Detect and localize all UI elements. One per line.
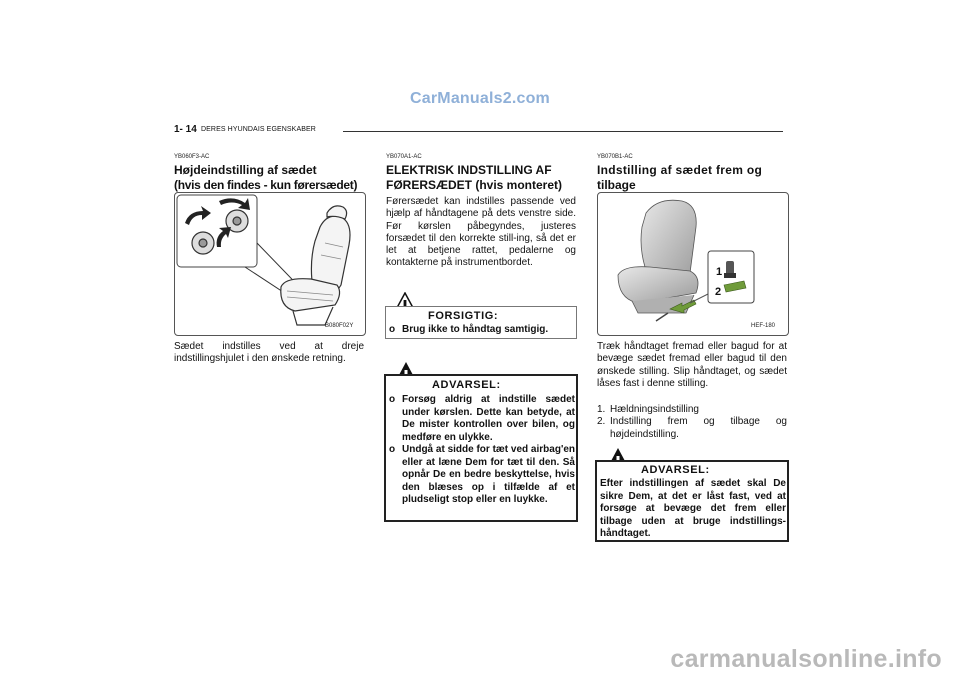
warning-text: Efter indstillingen af sædet skal De sikre Dem, at det er låst fast, ved at forsøge at bevæge det frem eller tilbage uden at bruge indstillings-håndtaget. xyxy=(600,478,786,539)
caution-title: FORSIGTIG: xyxy=(428,310,499,322)
heading-line: (hvis den findes - kun førersædet) xyxy=(174,178,358,192)
heading-line: tilbage xyxy=(597,178,636,192)
bullet: o xyxy=(389,324,396,335)
warning-item-text: Forsøg aldrig at indstille sædet under kørslen. Dette kan betyde, at De mister kontrollen over bilen, og medføre en ulykke. xyxy=(402,394,575,443)
section-code: YB070A1-AC xyxy=(386,154,422,160)
warning-box xyxy=(595,460,789,542)
list-item xyxy=(597,404,787,416)
list-number: 2. xyxy=(597,416,606,428)
figure-label: HEF-180 xyxy=(751,323,776,329)
seat-slide-figure xyxy=(597,192,789,336)
list-text: Hældningsindstilling xyxy=(610,404,699,415)
section-code: YB070B1-AC xyxy=(597,154,633,160)
header-rule xyxy=(343,131,783,132)
figure-number-1: 1 xyxy=(716,266,723,278)
list-number: 1. xyxy=(597,404,606,415)
warning-title: ADVARSEL: xyxy=(432,379,501,391)
heading-line: ELEKTRISK INDSTILLING AF xyxy=(386,163,552,177)
body-text: Førersædet kan indstilles passende ved hjælp af håndtagene på dets venstre side. Før kørslen påbegyndes, justeres forsædet til den korrekte still-ing, så det er let at betjene rattet, pedalerne og kontakterne på instrumentbordet. xyxy=(386,196,576,269)
caution-item xyxy=(389,324,586,337)
section-code: YB060F3-AC xyxy=(174,154,210,160)
list-item xyxy=(597,416,787,441)
warning-list xyxy=(389,394,575,507)
seat-slide-illustration xyxy=(598,193,788,335)
warning-item xyxy=(389,394,575,444)
bullet: o xyxy=(389,444,396,455)
heading-line: Indstilling af sædet frem og xyxy=(597,163,763,177)
bullet: o xyxy=(389,394,396,405)
caution-box xyxy=(385,306,577,339)
figure-label: B080F02Y xyxy=(325,323,354,329)
warning-item xyxy=(389,444,575,507)
list-text: Indstilling frem og tilbage og højdeindstilling. xyxy=(610,416,787,440)
heading-line: Højdeindstilling af sædet xyxy=(174,163,317,177)
body-text: Sædet indstilles ved at dreje indstillingshjulet i den ønskede retning. xyxy=(174,341,364,365)
numbered-list xyxy=(597,404,787,441)
section-title: DERES HYUNDAIS EGENSKABER xyxy=(201,126,316,133)
figure-number-2: 2 xyxy=(715,286,722,298)
warning-item-text: Undgå at sidde for tæt ved airbag'en eller at læne Dem for tæt til den. Så opnår De en bedre beskyttelse, hvis den blæses op i tilfælde af et pludseligt stop eller en luykke. xyxy=(402,444,575,505)
seat-height-illustration xyxy=(175,193,365,335)
section-heading xyxy=(386,163,576,193)
heading-line: FØRERSÆDET (hvis monteret) xyxy=(386,178,563,192)
watermark-bottom: carmanualsonline.info xyxy=(670,645,942,673)
seat-icon xyxy=(281,206,350,325)
body-text: Træk håndtaget fremad eller bagud for at bevæge sædet fremad eller bagud til den ønskede stilling. Slip håndtaget, og sædet låses fast i denne stilling. xyxy=(597,341,787,389)
section-heading xyxy=(597,163,787,193)
warning-title: ADVARSEL: xyxy=(641,464,710,476)
caution-text: Brug ikke to håndtag samtigig. xyxy=(402,324,549,335)
seat-height-figure xyxy=(174,192,366,336)
section-heading xyxy=(174,163,364,193)
warning-box xyxy=(384,374,578,522)
seat-icon xyxy=(618,200,698,313)
watermark-top: CarManuals2.com xyxy=(410,90,550,107)
page-number: 1- 14 xyxy=(174,124,197,135)
